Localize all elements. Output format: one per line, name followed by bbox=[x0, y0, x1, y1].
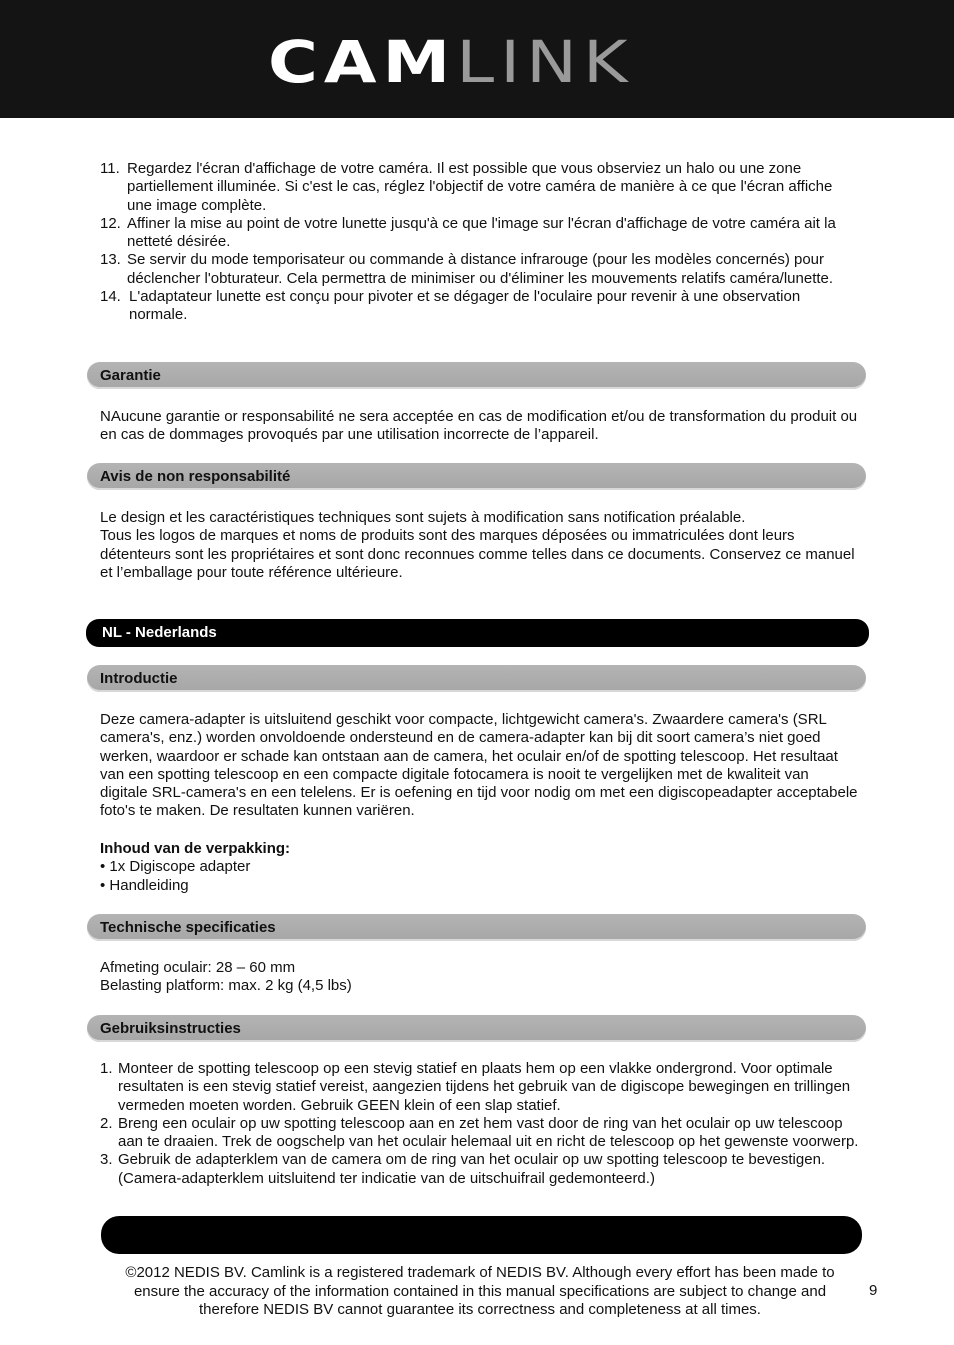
section-bar-garantie bbox=[87, 362, 866, 389]
avis-line-1: Le design et les caractéristiques techniques sont sujets à modification sans notification préalable. bbox=[100, 509, 746, 526]
section-bar-avis bbox=[87, 463, 866, 490]
section-title: Technische specificaties bbox=[100, 919, 276, 936]
section-title: Garantie bbox=[100, 367, 161, 384]
package-contents bbox=[100, 840, 860, 895]
list-item: • Handleiding bbox=[100, 876, 189, 894]
list-item: 3. Gebruik de adapterklem van de camera om de ring van het oculair op uw spotting telescoop te bevestigen. (Camera-adapterklem uitsluitend ter indicatie van de uitschuifrail gedemonteerd.) bbox=[100, 1151, 826, 1187]
introductie-text: Deze camera-adapter is uitsluitend geschikt voor compacte, lichtgewicht camera's. Zwaardere camera's (SRL camera's, enz.) worden onvoldoende ondersteund en de camera-adapter kan bij dit soort camera’s niet goed werken, waardoor er schade kan ontstaan aan de camera, het oculair en/of de spotting telescoop. Het resultaat van een spotting telescoop en een compacte digitale fotocamera is nooit te vergelijken met de kwaliteit van digitale SRL-camera's en een telelens. Er is oefening en tijd voor nodig om met een digiscopeadapter acceptabele foto's te maken. De resultaten kunnen variëren. bbox=[100, 711, 858, 820]
gebruik-steps-list bbox=[100, 1060, 860, 1188]
section-bar-gebruik bbox=[87, 1015, 866, 1042]
contents-heading: Inhoud van de verpakking: bbox=[100, 840, 291, 857]
language-bar-nl bbox=[86, 619, 869, 647]
page-header bbox=[0, 0, 954, 118]
language-title: NL - Nederlands bbox=[102, 624, 217, 641]
list-item: • 1x Digiscope adapter bbox=[100, 858, 251, 876]
garantie-text: NAucune garantie or responsabilité ne sera acceptée en cas de modification et/ou de transformation du produit ou en cas de dommages provoqués par une utilisation incorrecte de l’appareil. bbox=[100, 408, 858, 444]
logo-cam: CAM bbox=[268, 29, 457, 97]
logo-link: LINK bbox=[456, 29, 634, 97]
section-title: Introductie bbox=[100, 670, 178, 687]
list-item: 1. Monteer de spotting telescoop op een stevig statief en plaats hem op een vlakke ondergrond. Voor optimale resultaten is een stevig statief vereist, aangezien tijdens het gebruik van de digiscope bewegingen en trillingen vermeden moeten worden. Gebruik GEEN klein of een slap statief. bbox=[100, 1060, 851, 1114]
list-item: 14. L'adaptateur lunette est conçu pour pivoter et se dégager de l'oculaire pour revenir à une observation normale. bbox=[100, 288, 801, 324]
list-item: 2. Breng een oculair op uw spotting telescoop aan en zet hem vast door de ring van het oculair op uw telescoop aan te draaien. Trek de oogschelp van het oculair helemaal uit en richt de telescoop op het gewenste voorwerp. bbox=[100, 1114, 859, 1151]
section-bar-specs bbox=[87, 914, 866, 941]
section-title: Gebruiksinstructies bbox=[100, 1020, 241, 1037]
footer-bar bbox=[101, 1216, 862, 1254]
spec-line: Afmeting oculair: 28 – 60 mm bbox=[100, 959, 296, 976]
list-item: 11. Regardez l'écran d'affichage de votre caméra. Il est possible que vous observiez un halo ou une zone partiellement illuminée. Si c'est le cas, réglez l'objectif de votre caméra de manière à ce que l'écran affiche une image complète. bbox=[100, 160, 833, 214]
section-title: Avis de non responsabilité bbox=[100, 468, 291, 485]
list-item: 12. Affiner la mise au point de votre lunette jusqu'à ce que l'image sur l'écran d'affichage de votre caméra ait la netteté désirée. bbox=[100, 214, 836, 251]
specs-text bbox=[100, 959, 860, 996]
section-bar-introductie bbox=[87, 665, 866, 692]
spec-line: Belasting platform: max. 2 kg (4,5 lbs) bbox=[100, 977, 352, 995]
avis-text bbox=[100, 509, 860, 582]
footer-copyright: ©2012 NEDIS BV. Camlink is a registered trademark of NEDIS BV. Although every effort has been made to ensure the accuracy of the information contained in this manual specifications are subject to change and therefore NEDIS BV cannot guarantee its correctness and completeness at all times. bbox=[125, 1264, 835, 1318]
page-number: 9 bbox=[869, 1282, 878, 1299]
list-item: 13. Se servir du mode temporisateur ou commande à distance infrarouge (pour les modèles concernés) pour déclencher l'obturateur. Cela permettra de minimiser ou d'éliminer les mouvements relatifs caméra/lunette. bbox=[100, 251, 834, 287]
camlink-logo bbox=[268, 29, 634, 97]
fr-steps-list bbox=[100, 160, 860, 325]
avis-line-2: Tous les logos de marques et noms de produits sont des marques déposées ou immatriculées dont leurs détenteurs sont les propriétaires et sont donc reconnues comme telles dans ce documents. Conservez ce manuel et l’emballage pour toute référence ultérieure. bbox=[100, 527, 855, 581]
